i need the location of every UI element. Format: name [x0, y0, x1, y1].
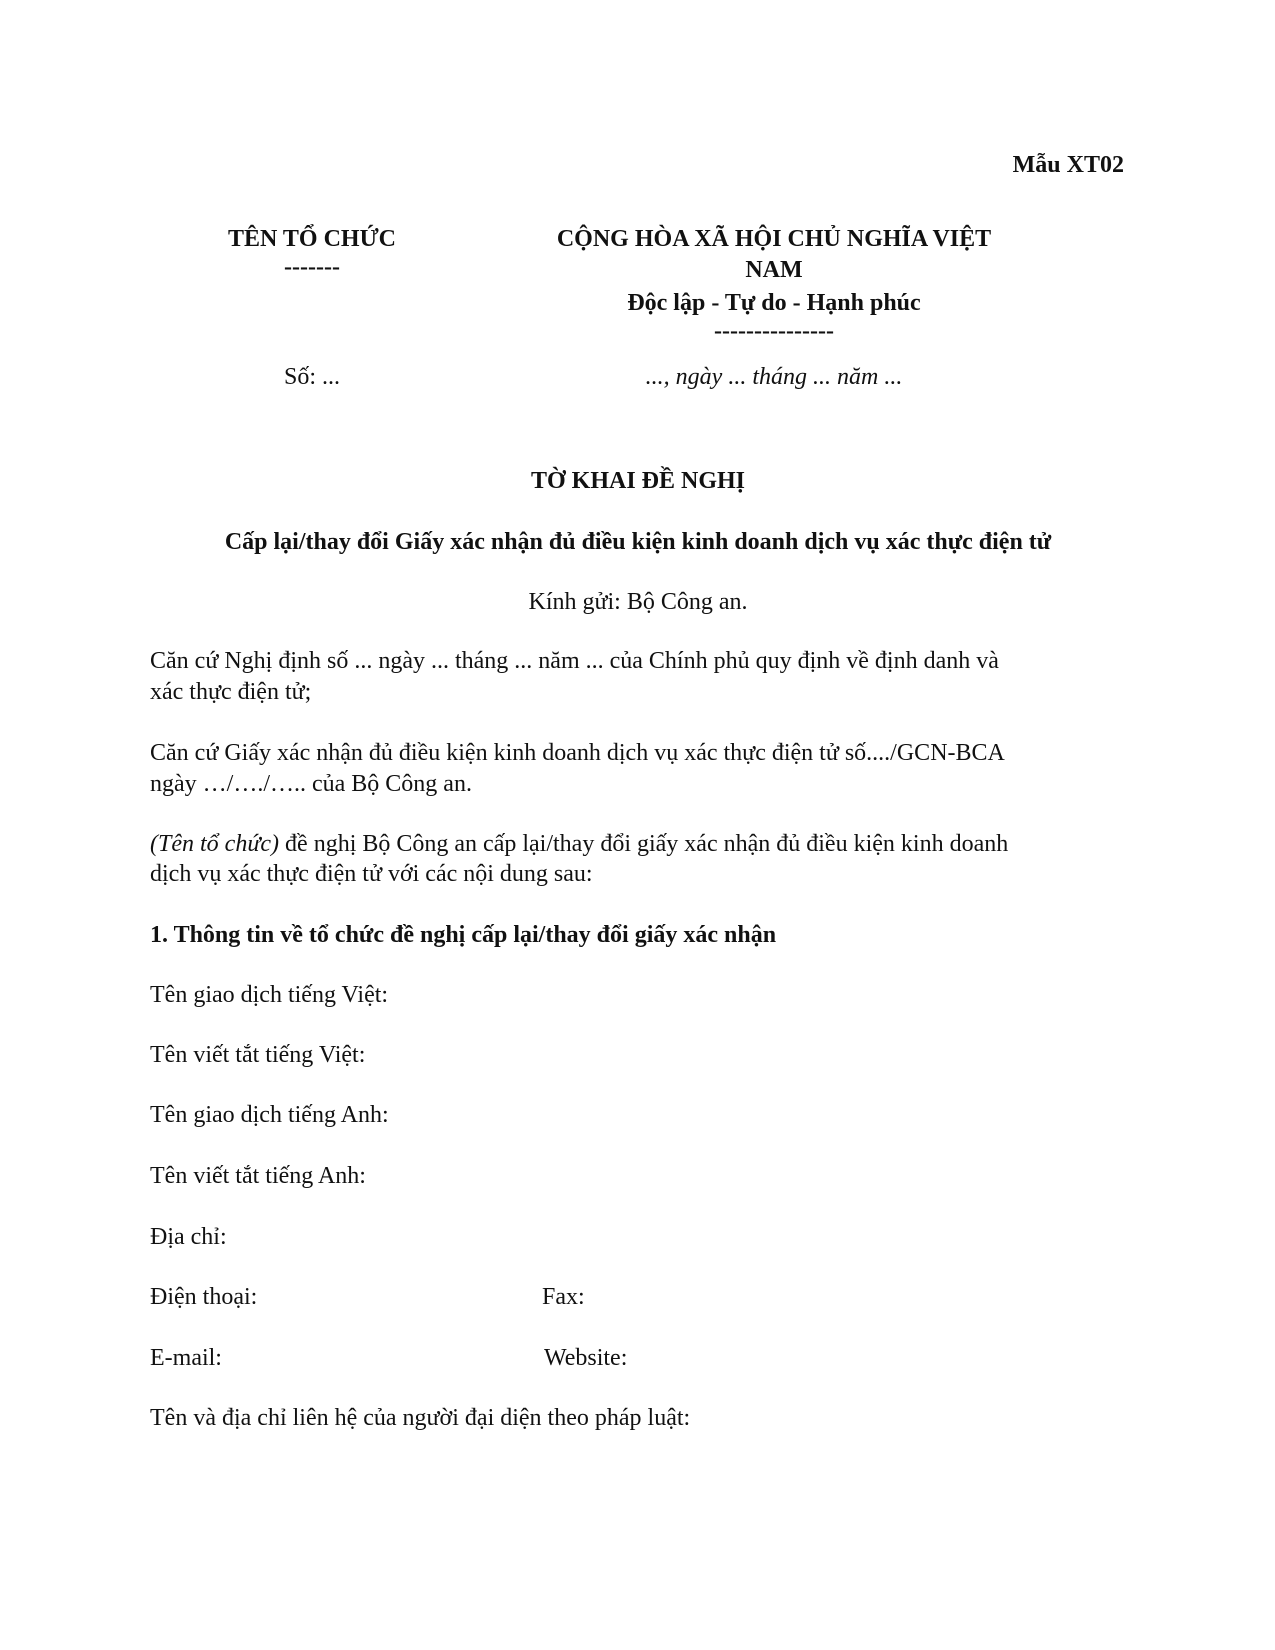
- org-name-placeholder: (Tên tổ chức): [150, 831, 280, 857]
- paragraph-1-line-1: Căn cứ Nghị định số ... ngày ... tháng ... năm ... của Chính phủ quy định về định danh và: [150, 648, 999, 674]
- field-short-name-vi: Tên viết tắt tiếng Việt:: [150, 1042, 366, 1068]
- motto-divider: ---------------: [714, 318, 834, 344]
- field-address: Địa chỉ:: [150, 1224, 227, 1250]
- document-date: ..., ngày ... tháng ... năm ...: [645, 364, 903, 390]
- field-trade-name-vi: Tên giao dịch tiếng Việt:: [150, 982, 389, 1008]
- document-subtitle: Cấp lại/thay đổi Giấy xác nhận đủ điều kiện kinh doanh dịch vụ xác thực điện tử: [224, 529, 1052, 555]
- paragraph-3-line-2: dịch vụ xác thực điện tử với các nội dung sau:: [150, 861, 593, 887]
- motto: Độc lập - Tự do - Hạnh phúc: [627, 290, 921, 316]
- document-title: TỜ KHAI ĐỀ NGHỊ: [530, 468, 746, 494]
- org-name: TÊN TỔ CHỨC: [227, 226, 397, 252]
- country-name-line2: NAM: [745, 257, 803, 283]
- paragraph-1-line-2: xác thực điện tử;: [150, 679, 312, 705]
- document-number: Số: ...: [283, 364, 341, 390]
- org-divider: -------: [284, 254, 340, 280]
- field-website: Website:: [544, 1345, 628, 1371]
- field-trade-name-en: Tên giao dịch tiếng Anh:: [150, 1102, 389, 1128]
- recipient: Kính gửi: Bộ Công an.: [528, 589, 748, 615]
- field-short-name-en: Tên viết tắt tiếng Anh:: [150, 1163, 366, 1189]
- field-phone: Điện thoại:: [150, 1284, 258, 1310]
- section-1-heading: 1. Thông tin về tổ chức đề nghị cấp lại/thay đổi giấy xác nhận: [150, 922, 777, 948]
- field-fax: Fax:: [542, 1284, 585, 1310]
- paragraph-3-text: đề nghị Bộ Công an cấp lại/thay đổi giấy xác nhận đủ điều kiện kinh doanh: [279, 831, 1009, 857]
- paragraph-2-line-2: ngày …/…./….. của Bộ Công an.: [150, 771, 472, 797]
- paragraph-2-line-1: Căn cứ Giấy xác nhận đủ điều kiện kinh doanh dịch vụ xác thực điện tử số..../GCN-BCA: [150, 740, 1005, 766]
- field-email: E-mail:: [150, 1345, 222, 1371]
- form-code: Mẫu XT02: [1012, 152, 1124, 178]
- field-legal-representative: Tên và địa chỉ liên hệ của người đại diện theo pháp luật:: [150, 1405, 691, 1431]
- paragraph-3-line-1: [150, 829, 1008, 859]
- country-name-line1: CỘNG HÒA XÃ HỘI CHỦ NGHĨA VIỆT: [556, 226, 992, 252]
